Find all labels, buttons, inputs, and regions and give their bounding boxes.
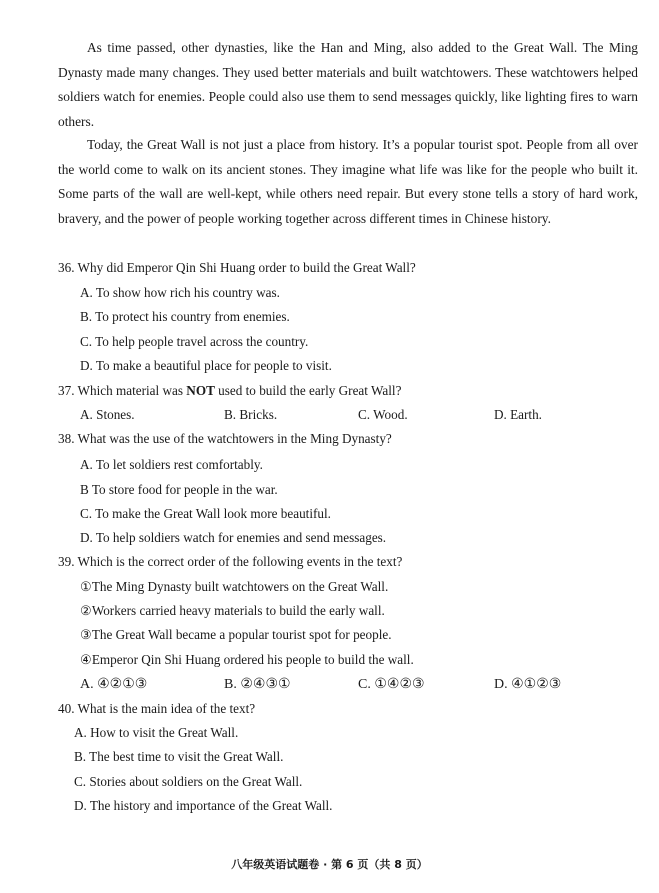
question-39-option-a: A. ④②①③ <box>80 677 148 692</box>
question-39-event-1: ①The Ming Dynasty built watchtowers on the Great Wall. <box>80 579 389 594</box>
question-37-options <box>80 406 580 424</box>
question-39-event-3: ③The Great Wall became a popular tourist spot for people. <box>80 627 392 642</box>
question-38-option-c: C. To make the Great Wall look more beautiful. <box>80 506 331 521</box>
question-38-option-d: D. To help soldiers watch for enemies and send messages. <box>80 530 387 545</box>
question-36-option-c: C. To help people travel across the country. <box>80 334 309 349</box>
question-37-stem-start: 37. Which material was <box>58 383 187 398</box>
question-36-stem: 36. Why did Emperor Qin Shi Huang order to build the Great Wall? <box>58 260 416 275</box>
question-38-option-a: A. To let soldiers rest comfortably. <box>80 457 263 472</box>
question-36-option-a: A. To show how rich his country was. <box>80 285 280 300</box>
question-39-event-4: ④Emperor Qin Shi Huang ordered his people to build the wall. <box>80 652 414 667</box>
question-36-option-b: B. To protect his country from enemies. <box>80 309 290 324</box>
question-40-option-d: D. The history and importance of the Great Wall. <box>74 798 333 813</box>
question-38-stem: 38. What was the use of the watchtowers in the Ming Dynasty? <box>58 431 392 446</box>
question-37-stem <box>58 382 401 400</box>
question-40-stem: 40. What is the main idea of the text? <box>58 701 256 716</box>
question-39-option-b: B. ②④③① <box>224 677 291 692</box>
question-40-option-a: A. How to visit the Great Wall. <box>74 725 239 740</box>
page-footer: 八年级英语试题卷 · 第 6 页（共 8 页） <box>231 858 428 871</box>
question-37-option-b: B. Bricks. <box>224 407 278 422</box>
question-40-option-b: B. The best time to visit the Great Wall. <box>74 749 284 764</box>
question-39-options <box>80 676 580 694</box>
question-39-option-c: C. ①④②③ <box>358 677 425 692</box>
question-39-stem: 39. Which is the correct order of the following events in the text? <box>58 554 403 569</box>
question-39-event-2: ②Workers carried heavy materials to build the early wall. <box>80 603 385 618</box>
question-37-option-c: C. Wood. <box>358 407 408 422</box>
question-37-option-d: D. Earth. <box>494 407 542 422</box>
passage-paragraph-2: Today, the Great Wall is not just a place from history. It’s a popular tourist spot. People from all over the world come to walk on its ancient stones. They imagine what life was like for the people who built it. Some parts of the wall are well-kept, while others need repair. But every stone tells a story of hard work, bravery, and the power of people working together across different times in Chinese history. <box>58 137 638 227</box>
question-36-option-d: D. To make a beautiful place for people to visit. <box>80 358 332 373</box>
passage-paragraph-1: As time passed, other dynasties, like the Han and Ming, also added to the Great Wall. The Ming Dynasty made many changes. They used better materials and built watchtowers. These watchtowers helped soldiers watch for enemies. People could also use them to send messages quickly, like lighting fires to warn others. <box>58 40 638 130</box>
question-38-option-b: B To store food for people in the war. <box>80 482 278 497</box>
question-39-option-d: D. ④①②③ <box>494 677 562 692</box>
question-40-option-c: C. Stories about soldiers on the Great Wall. <box>74 774 303 789</box>
question-37-emphasis: NOT <box>186 383 215 398</box>
question-37-stem-end: used to build the early Great Wall? <box>214 383 402 398</box>
question-37-option-a: A. Stones. <box>80 407 135 422</box>
